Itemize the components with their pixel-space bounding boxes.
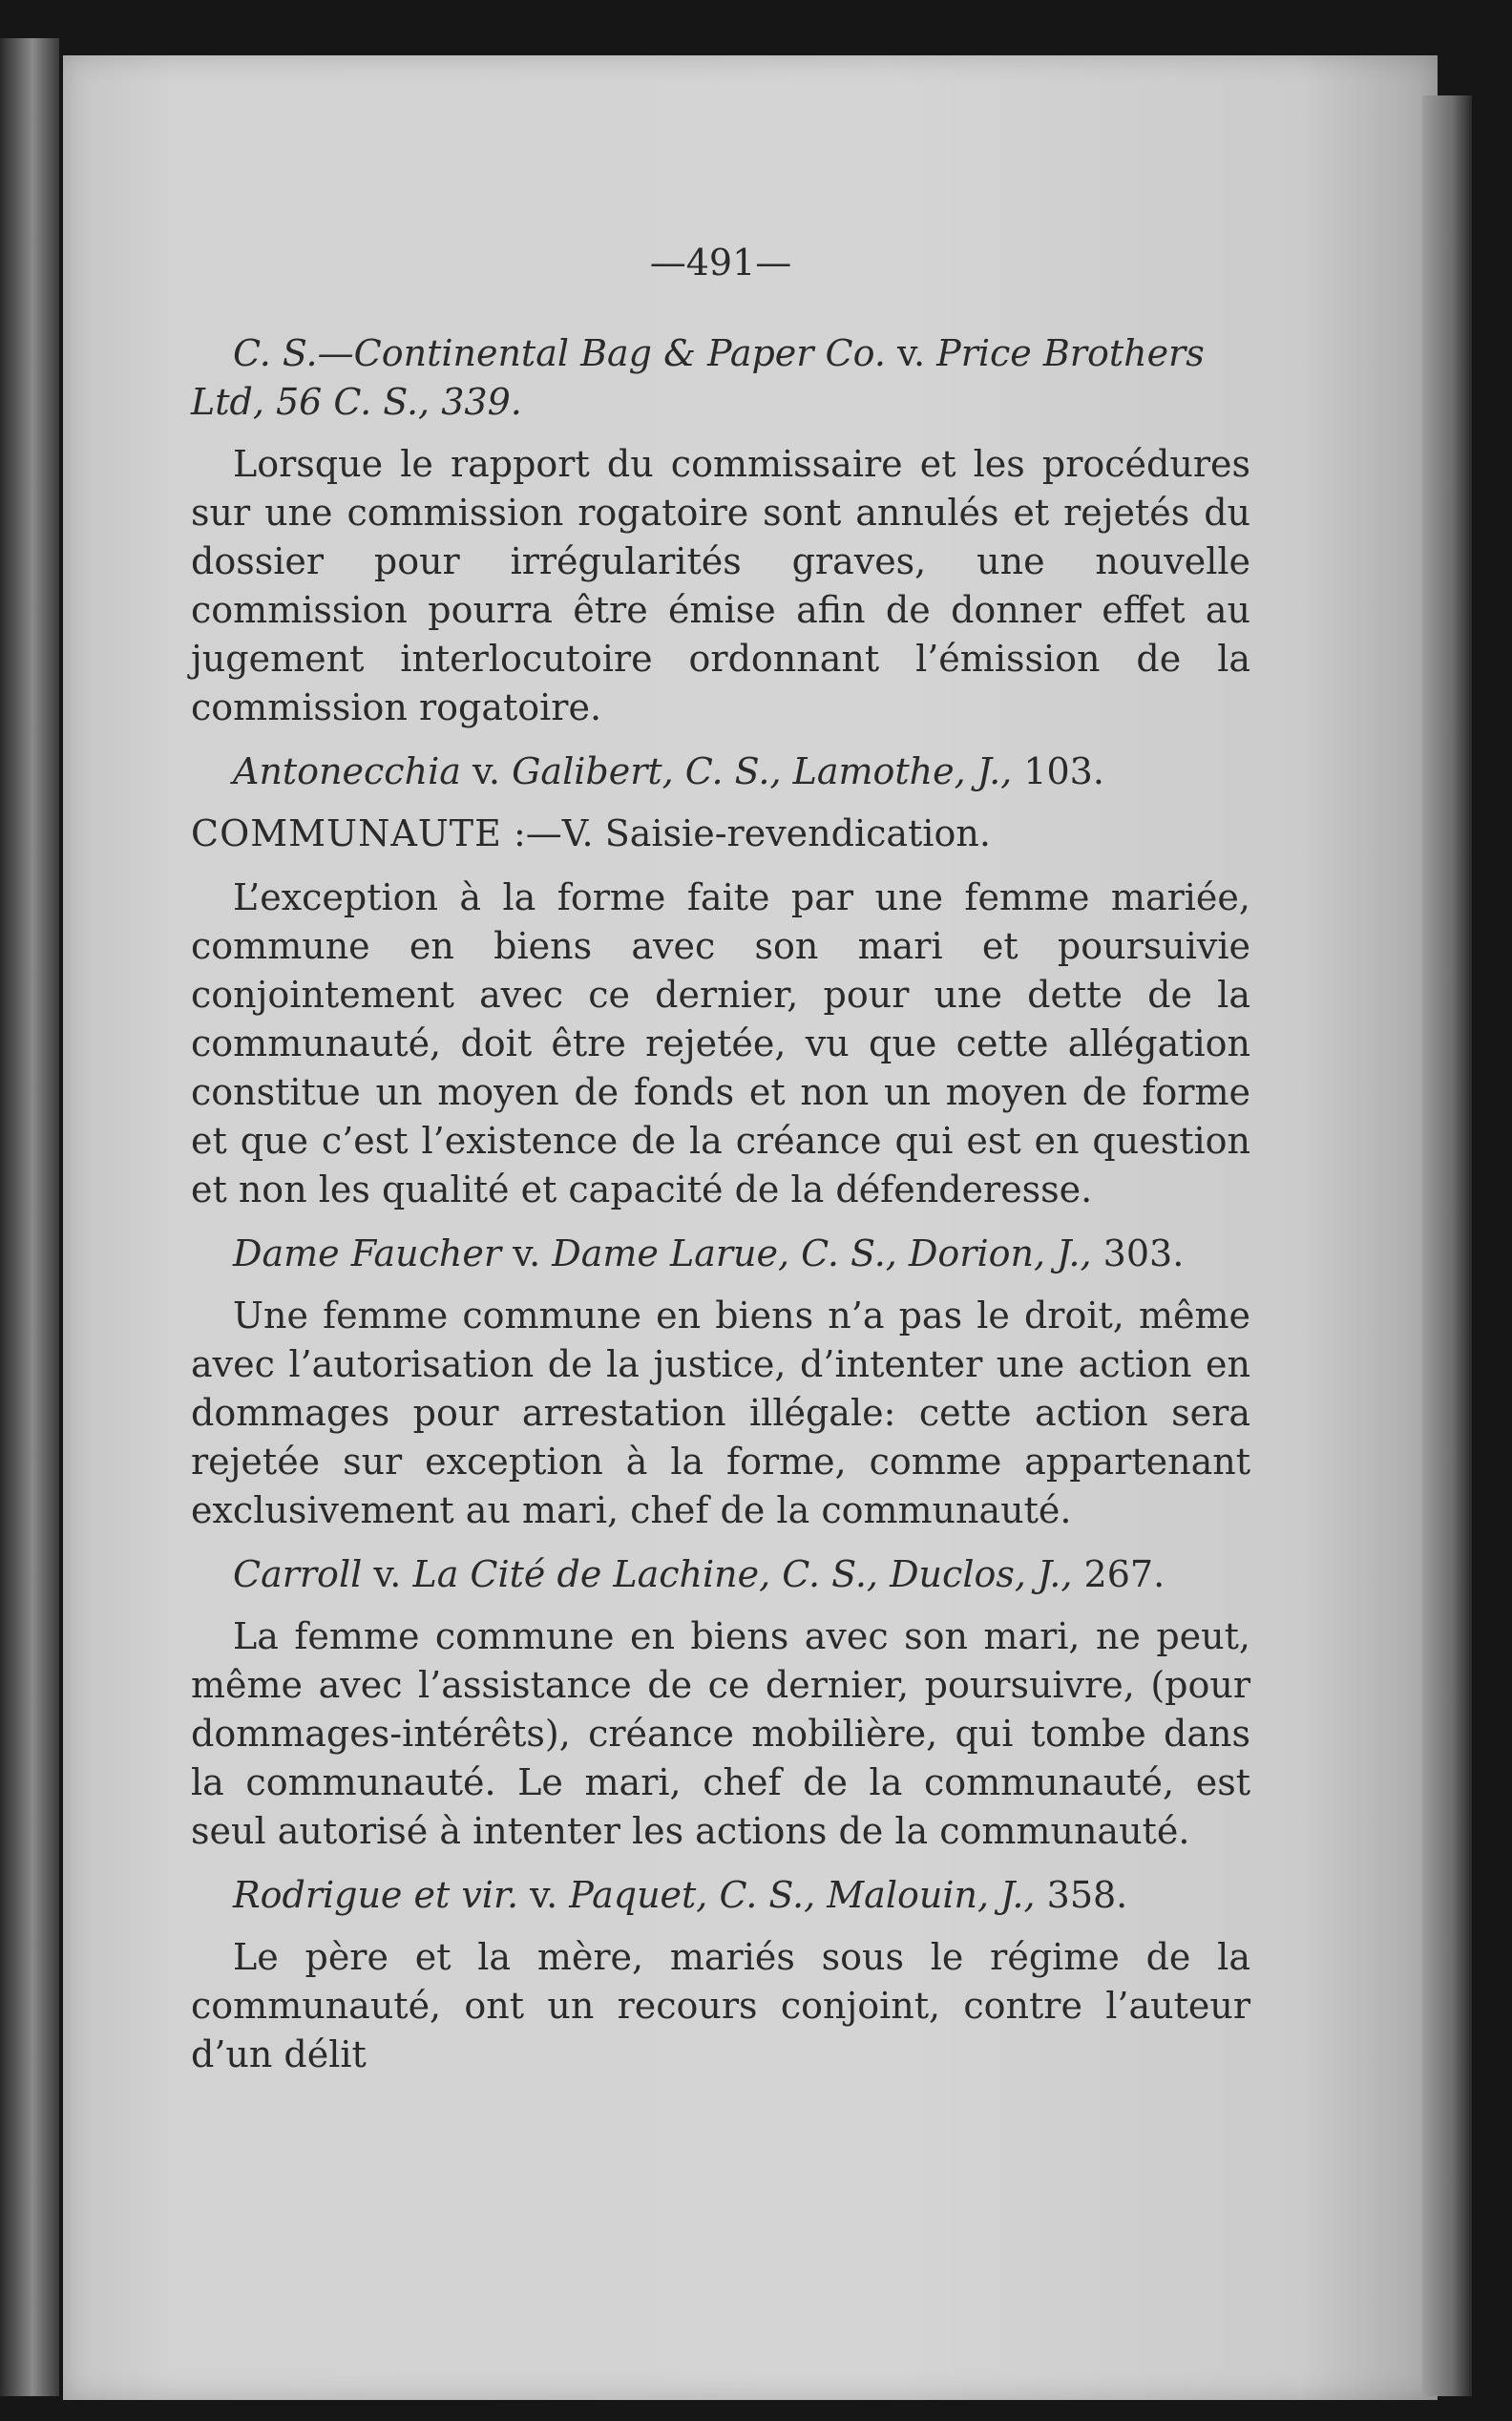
citation-case-party: Antonecchia — [233, 750, 461, 792]
citation-versus: v. — [362, 1553, 413, 1595]
citation-case-party: La Cité de Lachine, C. S., Duclos, J., — [412, 1553, 1073, 1595]
paragraph: Une femme commune en biens n’a pas le droit, même avec l’autorisation de la justice, d’intenter une action en dommages pour arrestation illégale: cette action sera rejetée sur exception à la forme, comme appartenant exclusivement au mari, chef de la communauté. — [191, 1295, 1250, 1531]
page-edge-shadow — [1422, 95, 1472, 2396]
paragraph: La femme commune en biens avec son mari, ne peut, même avec l’assistance de ce dernier, poursuivre, (pour dommages-intérêts), créance mobilière, qui tombe dans la communauté. Le mari, chef de la communauté, est seul autorisé à intenter les actions de la communauté. — [191, 1615, 1250, 1852]
page-number: —491— — [649, 242, 792, 284]
citation-case-party: Carroll — [233, 1553, 363, 1595]
case-citation — [191, 1550, 1250, 1599]
case-citation — [191, 1871, 1250, 1920]
citation-case-party: Dame Faucher — [233, 1232, 502, 1274]
citation-case-party: Rodrigue et vir. — [233, 1874, 519, 1916]
paragraph: Le père et la mère, mariés sous le régime de la communauté, ont un recours conjoint, contre l’auteur d’un délit — [191, 1936, 1250, 2075]
previous-page-edge — [0, 38, 59, 2396]
citation-page: 267. — [1072, 1553, 1166, 1595]
paragraph: Lorsque le rapport du commissaire et les procédures sur une commission rogatoire sont annulés et rejetés du dossier pour irrégularités graves, une nouvelle commission pourra être émise afin de donner effet au jugement interlocutoire ordonnant l’émission de la commission rogatoire. — [191, 443, 1250, 728]
citation-case-party: Paquet, C. S., Malouin, J., — [569, 1874, 1036, 1916]
citation-case-party: C. S.—Continental Bag & Paper Co. — [233, 332, 886, 374]
paragraph: L’exception à la forme faite par une femme mariée, commune en biens avec son mari et poursuivie conjointement avec ce dernier, pour une dette de la communauté, doit être rejetée, vu que cette allégation constitue un moyen de fonds et non un moyen de forme et que c’est l’existence de la créance qui est en question et non les qualité et capacité de la défenderesse. — [191, 876, 1250, 1210]
heading-reference: :—V. Saisie-revendication. — [501, 812, 991, 854]
case-citation — [191, 747, 1250, 796]
section-heading — [191, 810, 1250, 858]
citation-case-party: Price Brothers Ltd, 56 C. S., 339. — [191, 332, 1205, 423]
case-citation — [191, 329, 1250, 427]
citation-case-party: Dame Larue, C. S., Dorion, J., — [552, 1232, 1092, 1274]
heading-title: COMMUNAUTE — [191, 812, 502, 854]
page-content — [191, 239, 1250, 2095]
citation-versus: v. — [460, 750, 513, 792]
citation-case-party: Galibert, C. S., Lamothe, J., — [512, 750, 1013, 792]
case-citation — [191, 1230, 1250, 1278]
citation-versus: v. — [518, 1874, 570, 1916]
citation-page: 358. — [1035, 1874, 1128, 1916]
citation-page: 103. — [1012, 750, 1104, 792]
citation-versus: v. — [885, 332, 937, 374]
citation-page: 303. — [1091, 1232, 1185, 1274]
citation-versus: v. — [501, 1232, 553, 1274]
